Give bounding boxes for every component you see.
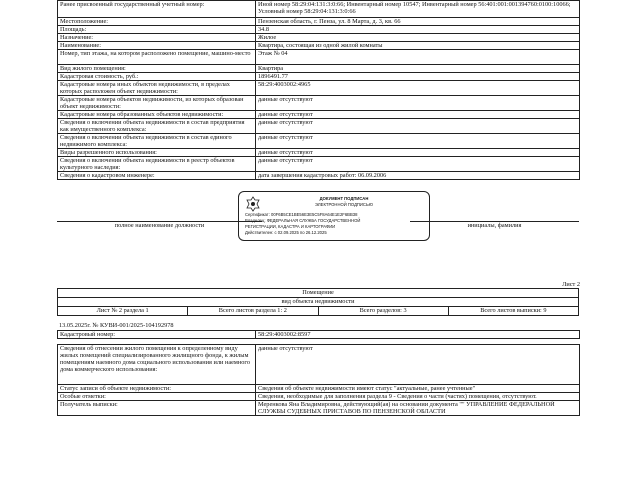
- table-row: [58, 385, 580, 393]
- row-label: Статус записи об объекте недвижимости:: [58, 385, 256, 393]
- table-row: [58, 81, 580, 96]
- table-row: [58, 34, 580, 42]
- row-label: Сведения о включении объекта недвижимости в состав предприятия как имущественного комплекса:: [58, 119, 256, 134]
- section-info-cell: Лист № 2 раздела 1: [58, 307, 188, 316]
- row-label: Кадастровая стоимость, руб.:: [58, 73, 256, 81]
- table-row: [58, 149, 580, 157]
- object-subheading: вид объекта недвижимости: [58, 298, 579, 307]
- row-value: 1896491.77: [256, 73, 580, 81]
- row-value: данные отсутствуют: [256, 157, 580, 172]
- row-value: Сведения, необходимые для заполнения раздела 9 - Сведения о части (частях) помещения, отсутствуют.: [256, 393, 580, 401]
- cadastral-number-value: 58:29:4003002:8597: [256, 331, 580, 339]
- row-value: данные отсутствуют: [256, 119, 580, 134]
- row-label: Сведения об отнесении жилого помещения к определенному виду жилых помещений специализированного жилищного фонда, к жилым помещениям наемного дома социального использования или наемного дома коммерческого использования:: [58, 345, 256, 385]
- stamp-owner-cont: РЕГИСТРАЦИИ, КАДАСТРА И КАРТОГРАФИИ: [245, 224, 336, 229]
- page2-details-table: [57, 344, 580, 416]
- table-row: [58, 50, 580, 65]
- row-label: Кадастровые номера объектов недвижимости, из которых образован объект недвижимости:: [58, 96, 256, 111]
- row-value: Сведения об объекте недвижимости имеют статус "актуальные, ранее учтенные": [256, 385, 580, 393]
- table-row: [58, 345, 580, 385]
- section-info-cell: Всего листов раздела 1: 2: [188, 307, 318, 316]
- row-value: Этаж № 04: [256, 50, 580, 65]
- row-value: данные отсутствуют: [256, 134, 580, 149]
- row-value: данные отсутствуют: [256, 96, 580, 111]
- table-row: [58, 401, 580, 416]
- table-row: [58, 42, 580, 50]
- row-label: Номер, тип этажа, на котором расположено помещение, машино-место: [58, 50, 256, 65]
- table-row: [58, 1, 580, 18]
- table-row: [58, 172, 580, 180]
- stamp-subtitle: ЭЛЕКТРОННОЙ ПОДПИСЬЮ: [315, 202, 373, 207]
- table-row: [58, 73, 580, 81]
- sheet-number: Лист 2: [562, 281, 580, 288]
- row-value: Жилое: [256, 34, 580, 42]
- stamp-owner: Владелец: ФЕДЕРАЛЬНАЯ СЛУЖБА ГОСУДАРСТВЕННОЙ: [245, 218, 361, 223]
- cadastral-number-table: [57, 330, 580, 339]
- row-value: данные отсутствуют: [256, 149, 580, 157]
- row-value: Пензенская область, г. Пенза, ул. 8 Марта, д. 3, кв. 66: [256, 18, 580, 26]
- table-row: [58, 65, 580, 73]
- table-row: [58, 26, 580, 34]
- cadastral-number-label: Кадастровый номер:: [58, 331, 256, 339]
- object-heading: Помещение: [58, 289, 579, 298]
- row-label: Сведения о включении объекта недвижимости в состав единого недвижимого комплекса:: [58, 134, 256, 149]
- stamp-validity: Действителен: с 02.09.2025 по 26.12.2025: [245, 230, 327, 235]
- row-label: Площадь:: [58, 26, 256, 34]
- row-value: Меренкова Яна Владимировна, действующий(ая) на основании документа "" УПРАВЛЕНИЕ ФЕДЕРАЛЬНОЙ СЛУЖБЫ СУДЕБНЫХ ПРИСТАВОВ ПО ПЕНЗЕНСКОЙ ОБЛАСТИ: [256, 401, 580, 416]
- row-value: Квартира, состоящая из одной жилой комнаты: [256, 42, 580, 50]
- row-label: Сведения о кадастровом инженере:: [58, 172, 256, 180]
- row-label: Сведения о включении объекта недвижимости в реестр объектов культурного наследия:: [58, 157, 256, 172]
- row-label: Ранее присвоенный государственный учетный номер:: [58, 1, 256, 18]
- row-value: Квартира: [256, 65, 580, 73]
- section-info-cell: Всего листов выписки: 9: [448, 307, 578, 316]
- stamp-certificate: Сертификат: 00F6B5CE1BE56E3E5C5F8A64E1E2F6BB38: [245, 212, 358, 217]
- table-row: [58, 157, 580, 172]
- extract-date-number: 13.05.2025г. № КУВИ-001/2025-104192978: [59, 322, 174, 329]
- row-label: Местоположение:: [58, 18, 256, 26]
- electronic-signature-stamp: [238, 191, 430, 241]
- row-label: Назначение:: [58, 34, 256, 42]
- property-details-table: [57, 0, 580, 180]
- table-row: [58, 393, 580, 401]
- stamp-title: ДОКУМЕНТ ПОДПИСАН: [319, 196, 369, 201]
- row-value: 58:29:4003002:4965: [256, 81, 580, 96]
- section-info-cell: Всего разделов: 3: [318, 307, 448, 316]
- name-caption: инициалы, фамилия: [467, 222, 522, 229]
- row-value: дата завершения кадастровых работ: 06.09.2006: [256, 172, 580, 180]
- table-row: [58, 119, 580, 134]
- row-label: Наименование:: [58, 42, 256, 50]
- row-label: Получатель выписки:: [58, 401, 256, 416]
- row-label: Особые отметки:: [58, 393, 256, 401]
- row-value: данные отсутствуют: [256, 111, 580, 119]
- row-label: Виды разрешенного использования:: [58, 149, 256, 157]
- row-value: 34.8: [256, 26, 580, 34]
- row-label: Вид жилого помещения:: [58, 65, 256, 73]
- position-caption: полное наименование должности: [114, 222, 205, 229]
- emblem-icon: [245, 196, 261, 212]
- table-row: [58, 111, 580, 119]
- page2-header-table: [57, 288, 579, 316]
- row-label: Кадастровые номера иных объектов недвижимости, в пределах которых расположен объект недвижимости:: [58, 81, 256, 96]
- table-row: [58, 96, 580, 111]
- row-value: Иной номер 58:29:04:131:3:0:66; Инвентарный номер 10547; Инвентарный номер 56:401:001:001394760:0100:10066; Условный номер 58:29:04:131:3:0:66: [256, 1, 580, 18]
- row-value: данные отсутствуют: [256, 345, 580, 385]
- table-row: [58, 134, 580, 149]
- table-row: [58, 18, 580, 26]
- row-label: Кадастровые номера образованных объектов недвижимости:: [58, 111, 256, 119]
